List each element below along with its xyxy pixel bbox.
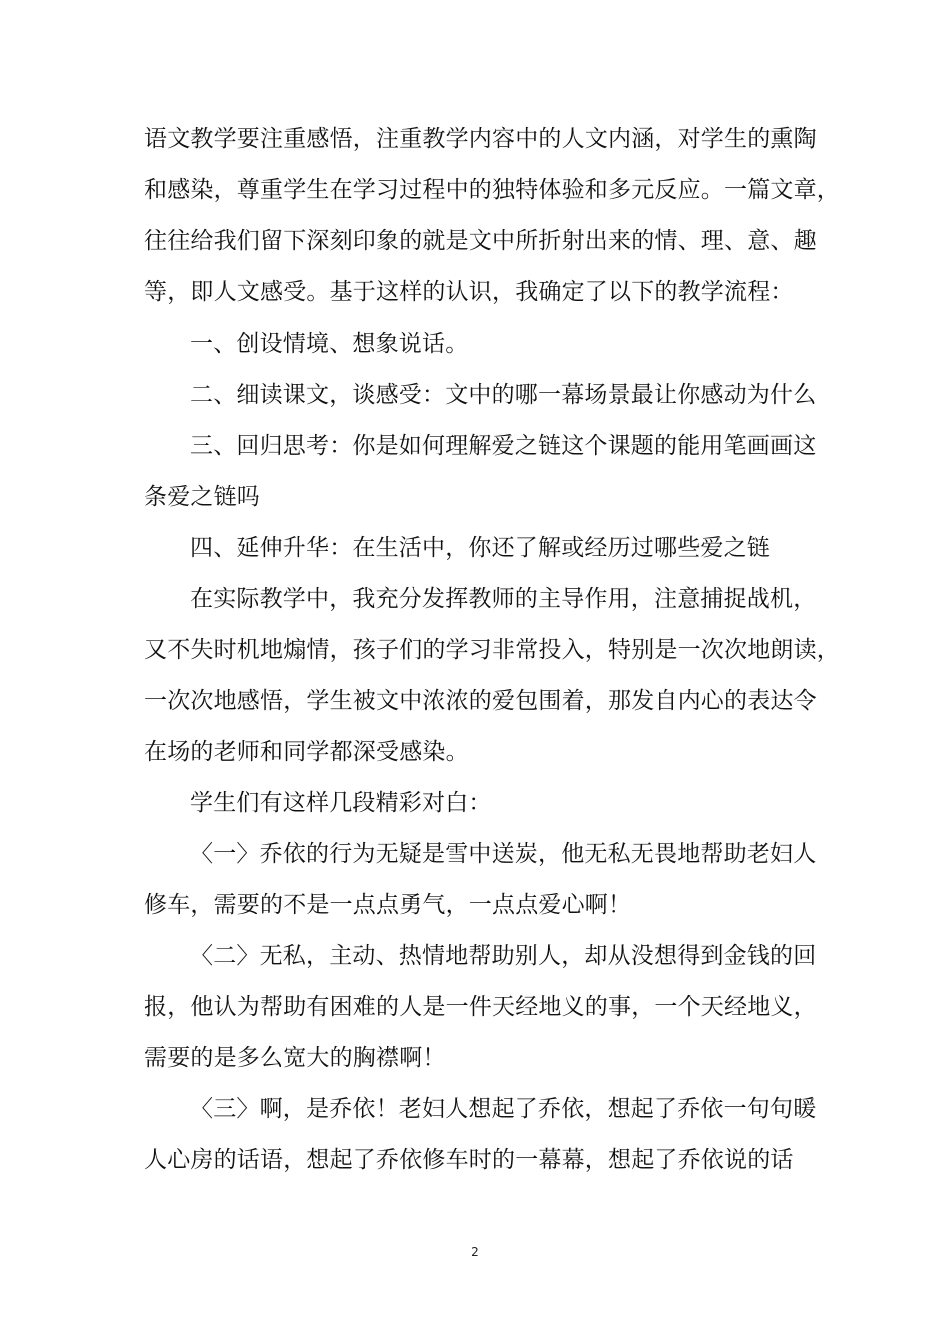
text-line: 语文教学要注重感悟，注重教学内容中的人文内涵，对学生的熏陶: [144, 126, 817, 152]
page-number: 2: [471, 1245, 479, 1259]
text-line: 一、创设情境、想象说话。: [190, 331, 469, 357]
text-line: 条爱之链吗: [144, 484, 260, 510]
text-line: 三、回归思考：你是如何理解爱之链这个课题的能用笔画画这: [190, 433, 817, 459]
text-line: 四、延伸升华：在生活中，你还了解或经历过哪些爱之链: [190, 535, 770, 561]
text-line: 人心房的话语，想起了乔依修车时的一幕幕，想起了乔依说的话: [144, 1147, 794, 1173]
text-line: 修车，需要的不是一点点勇气，一点点爱心啊！: [144, 892, 632, 918]
text-line: 〈一〉乔依的行为无疑是雪中送炭，他无私无畏地帮助老妇人: [190, 841, 817, 867]
text-line: 一次次地感悟，学生被文中浓浓的爱包围着，那发自内心的表达令: [144, 688, 817, 714]
text-line: 学生们有这样几段精彩对白：: [190, 790, 492, 816]
text-line: 〈二〉无私，主动、热情地帮助别人，却从没想得到金钱的回: [190, 943, 817, 969]
text-line: 需要的是多么宽大的胸襟啊！: [144, 1045, 446, 1071]
text-line: 二、细读课文，谈感受：文中的哪一幕场景最让你感动为什么: [190, 382, 817, 408]
text-line: 在实际教学中，我充分发挥教师的主导作用，注意捕捉战机，: [190, 586, 817, 612]
text-line: 又不失时机地煽情，孩子们的学习非常投入，特别是一次次地朗读，: [144, 637, 840, 663]
text-line: 报，他认为帮助有困难的人是一件天经地义的事，一个天经地义，: [144, 994, 817, 1020]
text-line: 等，即人文感受。基于这样的认识，我确定了以下的教学流程：: [144, 279, 794, 305]
text-line: 在场的老师和同学都深受感染。: [144, 739, 469, 765]
text-line: 〈三〉啊，是乔依！老妇人想起了乔依，想起了乔依一句句暖: [190, 1096, 817, 1122]
text-line: 和感染，尊重学生在学习过程中的独特体验和多元反应。一篇文章，: [144, 177, 840, 203]
text-line: 往往给我们留下深刻印象的就是文中所折射出来的情、理、意、趣: [144, 228, 817, 254]
